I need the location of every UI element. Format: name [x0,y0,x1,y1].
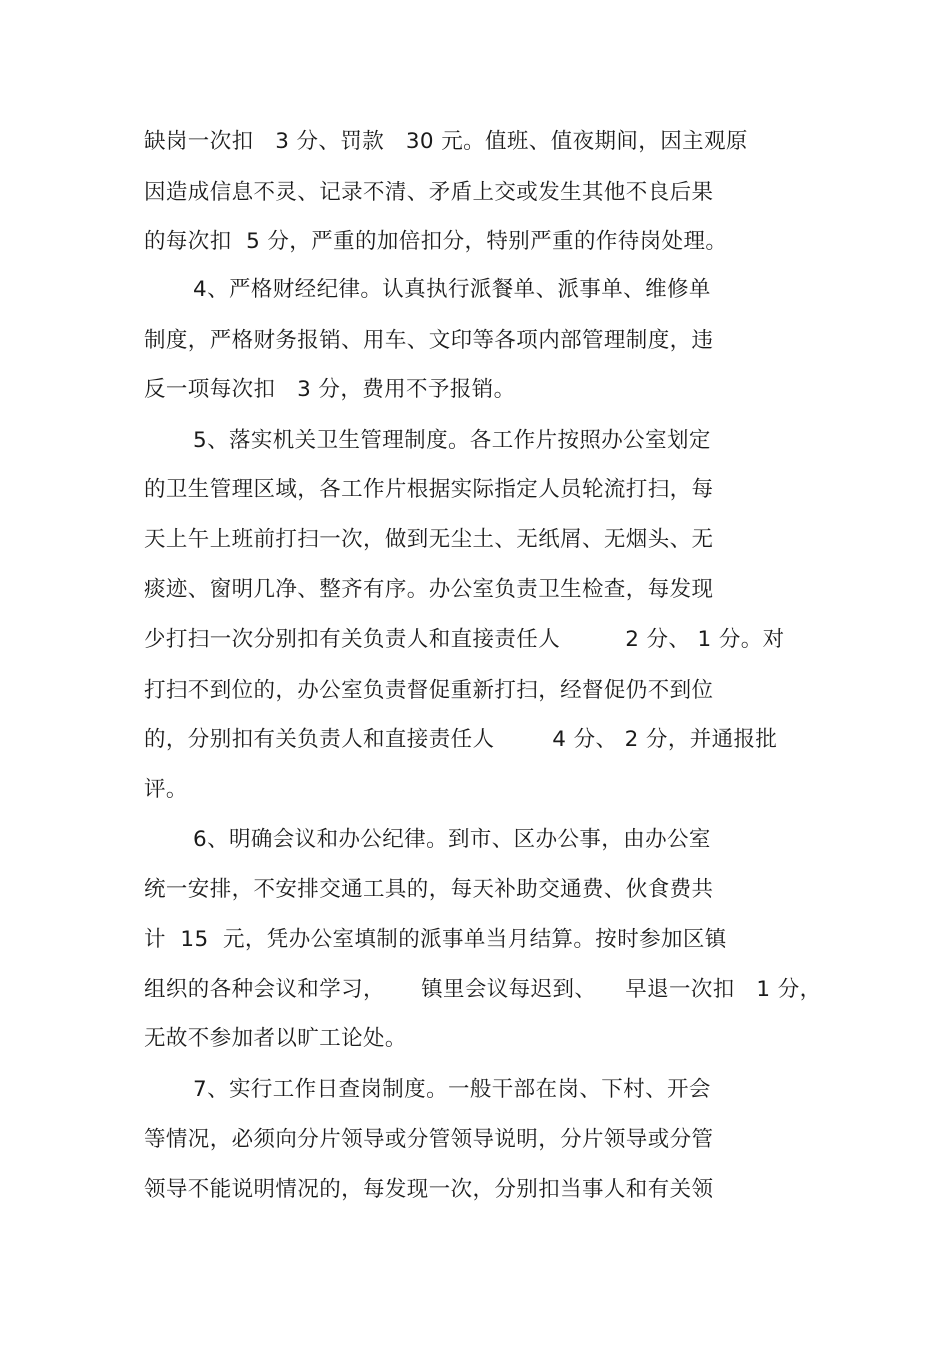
text-line: 打扫不到位的，办公室负责督促重新打扫，经督促仍不到位 [144,678,714,703]
text-line: 的卫生管理区域，各工作片根据实际指定人员轮流打扫，每 [144,477,714,502]
text-line: 的，分别扣有关负责人和直接责任人 4 分、 2 分，并通报批 [144,727,778,752]
paragraph-start-line: 4、严格财经纪律。认真执行派餐单、派事单、维修单 [193,277,711,302]
text-line: 少打扫一次分别扣有关负责人和直接责任人 2 分、 1 分。对 [144,627,785,652]
text-line: 评。 [144,777,188,802]
paragraph-start-line: 5、落实机关卫生管理制度。各工作片按照办公室划定 [193,428,711,453]
text-line: 痰迹、窗明几净、整齐有序。办公室负责卫生检查，每发现 [144,577,714,602]
text-line: 因造成信息不灵、记录不清、矛盾上交或发生其他不良后果 [144,180,714,205]
paragraph-start-line: 6、明确会议和办公纪律。到市、区办公事，由办公室 [193,827,711,852]
text-line: 的每次扣 5 分，严重的加倍扣分，特别严重的作待岗处理。 [144,229,728,254]
text-line: 计 15 元，凭办公室填制的派事单当月结算。按时参加区镇 [144,927,727,952]
text-line: 缺岗一次扣 3 分、罚款 30 元。值班、值夜期间，因主观原 [144,129,748,154]
text-line: 制度，严格财务报销、用车、文印等各项内部管理制度，违 [144,328,714,353]
text-line: 组织的各种会议和学习， 镇里会议每迟到、 早退一次扣 1 分， [144,977,822,1002]
text-line: 领导不能说明情况的，每发现一次，分别扣当事人和有关领 [144,1177,714,1202]
paragraph-start-line: 7、实行工作日查岗制度。一般干部在岗、下村、开会 [193,1077,711,1102]
text-line: 等情况，必须向分片领导或分管领导说明，分片领导或分管 [144,1127,714,1152]
text-line: 统一安排，不安排交通工具的，每天补助交通费、伙食费共 [144,877,714,902]
text-line: 反一项每次扣 3 分，费用不予报销。 [144,377,516,402]
text-line: 天上午上班前打扫一次，做到无尘土、无纸屑、无烟头、无 [144,527,714,552]
text-line: 无故不参加者以旷工论处。 [144,1026,407,1051]
